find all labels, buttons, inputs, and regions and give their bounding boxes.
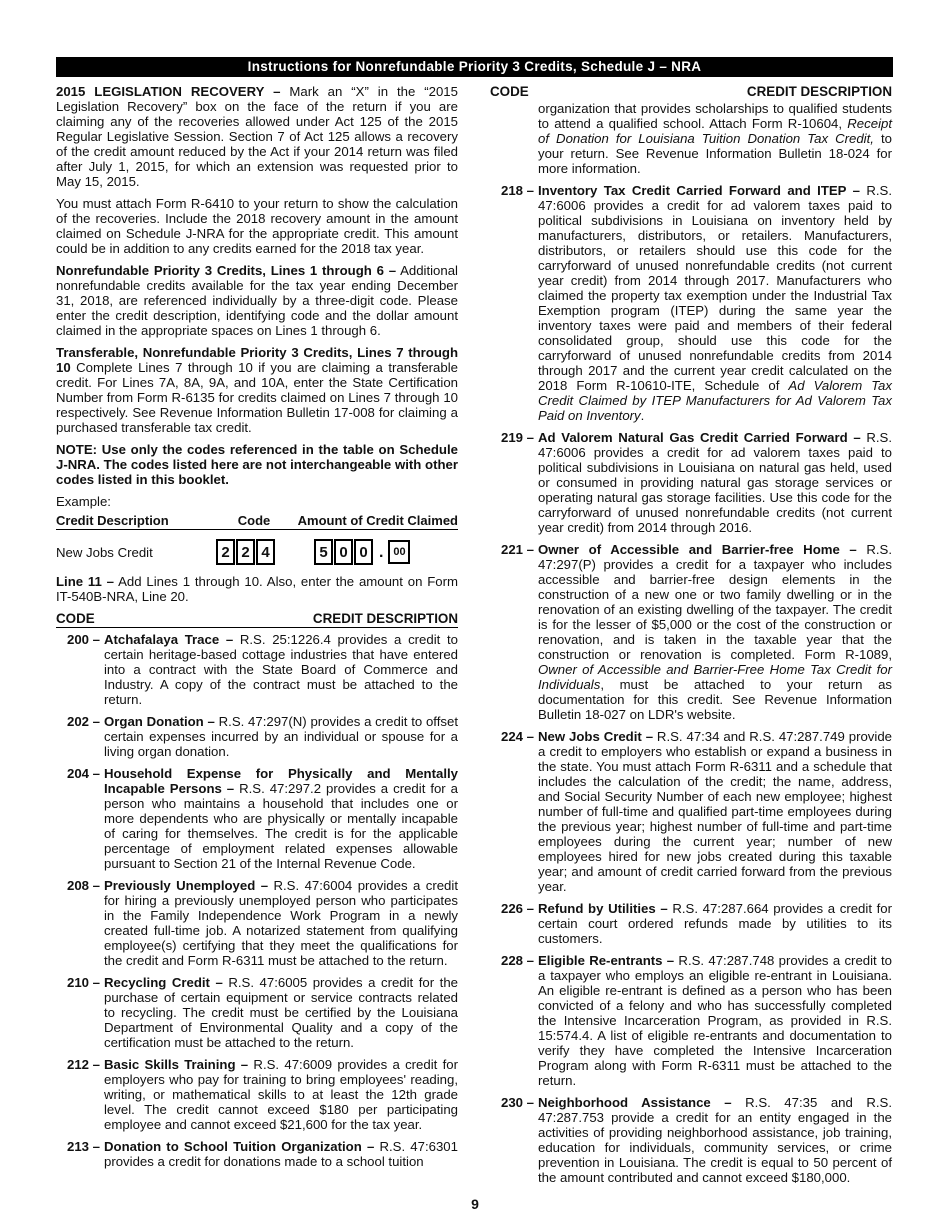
form-title-italic: Receipt of Donation for Louisiana Tuition Donation Tax Credit, [538, 116, 892, 146]
credit-entry-210 [56, 975, 458, 1050]
page-header-bar: Instructions for Nonrefundable Priority 3 Credits, Schedule J – NRA [56, 57, 893, 77]
credit-body: R.S. 47:297.2 provides a credit for a person who maintains a household that includes one or more dependents who are physically or mentally incapable of caring for themselves. The credit is for the applicable percentage of employment related expenses allowable pursuant to Section 21 of the Internal Revenue Code. [104, 781, 458, 871]
code-digit-box: 4 [256, 539, 275, 565]
credit-title: Atchafalaya Trace – [104, 632, 234, 647]
right-code-header [490, 84, 892, 100]
credit-title: Neighborhood Assistance – [538, 1095, 732, 1110]
credit-title: New Jobs Credit – [538, 729, 654, 744]
credit-entry-228 [490, 953, 892, 1088]
credit-entry-200 [56, 632, 458, 707]
lines-title: Nonrefundable Priority 3 Credits, Lines 1 through 6 – [56, 263, 397, 278]
transfer-paragraph [56, 345, 458, 435]
credit-body: R.S. 47:287.748 provides a credit to a taxpayer who employs an eligible re-entrant in Louisiana. An eligible re-entrant is defined as a person who has been convicted of a felony and who has successfully completed the Intensive Incarceration Program, as provided in R.S. 15:574.4. A list of eligible re-entrants and documentation to verify they have completed the Intensive Incarceration Program along with Form R-6311 must be attached to the return. [538, 953, 893, 1088]
credit-entry-208 [56, 878, 458, 968]
credit-body: R.S. 47:6006 provides a credit for ad valorem taxes paid to political subdivisions in Louisiana on natural gas held, used or consumed in providing natural gas storage services or operating natural gas storage facilities. Use this code for the carryforward of unused nonrefundable credits (not current year credit) from 2014 through 2016. [538, 430, 893, 535]
credit-code: 226 – [500, 901, 534, 916]
credit-code: 208 – [66, 878, 100, 893]
lines-paragraph [56, 263, 458, 338]
credit-entry-224 [490, 729, 892, 894]
credit-title: Previously Unemployed – [104, 878, 269, 893]
example-col-amount: Amount of Credit Claimed [297, 513, 458, 528]
example-col-code: Code [237, 513, 271, 528]
credit-title: Household Expense for Physically and Mentally Incapable Persons – [104, 766, 458, 796]
line11-body: Add Lines 1 through 10. Also, enter the amount on Form IT-540B-NRA, Line 20. [56, 574, 458, 604]
credit-title: Donation to School Tuition Organization – [104, 1139, 375, 1154]
credit-code: 230 – [500, 1095, 534, 1110]
credit-code: 212 – [66, 1057, 100, 1072]
credit-code: 202 – [66, 714, 100, 729]
credit-entry-202 [56, 714, 458, 759]
credit-entry-226 [490, 901, 892, 946]
credit-code: 210 – [66, 975, 100, 990]
legislation-body: Mark an “X” in the “2015 Legislation Recovery” box on the face of the return if you are claiming any of the recoveries allowed under Act 125 of the 2015 Regular Legislative Session. Section 7 of Act 125 allows a recovery of the credit amount reduced by the Act if your 2014 return was filed after July 1, 2015, for which an extension was requested prior to May 15, 2015. [56, 84, 458, 189]
credit-title: Ad Valorem Natural Gas Credit Carried Forward – [538, 430, 861, 445]
credit-entry-221: 221 – Owner of Accessible and Barrier-free Home – R.S. 47:297(P) provides a credit for a taxpayer who includes accessible and barrier-free design elements in the construction of a new one or two family dwelling or in the renovation of an existing dwelling of the taxpayer. The credit is for the lesser of $5,000 or the cost of the construction or renovation, and is taken in the taxable year that the construction or renovation is completed. Form R-1089, Owner of Accessible and Barrier-Free Home Tax Credit for Individuals, must be attached to your return as documentation for this credit. See Revenue Information Bulletin 18-027 on LDR's website. [490, 542, 892, 722]
note-paragraph: NOTE: Use only the codes referenced in the table on Schedule J-NRA. The codes listed here are not interchangeable with other codes listed in this booklet. [56, 442, 458, 487]
credit-code: 200 – [66, 632, 100, 647]
amount-digit-box: 5 [314, 539, 333, 565]
page-number: 9 [471, 1196, 479, 1212]
line11-paragraph [56, 574, 458, 604]
right-column [490, 84, 892, 1192]
left-code-header [56, 611, 458, 628]
form-title-italic: Owner of Accessible and Barrier-Free Home Tax Credit for Individuals [538, 662, 892, 692]
code-header-label: CODE [490, 84, 529, 99]
credit-title: Eligible Re-entrants – [538, 953, 675, 968]
credit-body: R.S. 47:297(N) provides a credit to offset certain expenses incurred by an individual or spouse for a living organ donation. [104, 714, 458, 759]
credit-title: Recycling Credit – [104, 975, 223, 990]
credit-entry-218: 218 – Inventory Tax Credit Carried Forward and ITEP – R.S. 47:6006 provides a credit for ad valorem taxes paid to political subdivisions in Louisiana on inventory held by manufacturers, distributors, or retailers. Manufacturers, distributors, or retailers should use this code for the carryforward of unused nonrefundable credits (not current year credit) from 2014 through 2017. Manufacturers who claimed the property tax exemption under the Industrial Tax Exemption program (ITEP) during the same year the inventory taxes were paid and members of their federal consolidated group, should use this code for the carryforward of unused nonrefundable credits from 2014 through 2017 and the current year credit calculated on the 2018 Form R-10610-ITE, Schedule of Ad Valorem Tax Credit Claimed by ITEP Manufacturers for Ad Valorem Tax Paid on Inventory. [490, 183, 892, 423]
credit-213-continuation: organization that provides scholarships to qualified students to attend a qualified school. Attach Form R-10604, Receipt of Donation for Louisiana Tuition Donation Tax Credit, to your return. See Revenue Information Bulletin 18-024 for more information. [538, 101, 892, 176]
amount-decimal-point: . [379, 543, 384, 561]
credit-title: Inventory Tax Credit Carried Forward and ITEP – [538, 183, 860, 198]
lines-body: Additional nonrefundable credits available for the tax year ending December 31, 2018, are referenced individually by a three-digit code. Please enter the credit description, identifying code and the dollar amount claimed in the appropriate spaces on Lines 1 through 6. [56, 263, 458, 338]
credit-code: 218 – [500, 183, 534, 198]
example-header-row [56, 513, 458, 530]
form-title-italic: Ad Valorem Tax Credit Claimed by ITEP Manufacturers for Ad Valorem Tax Paid on Inventory [538, 378, 892, 423]
amount-cents-box: 00 [388, 540, 410, 564]
code-header-label: CODE [56, 611, 95, 626]
example-code-boxes [216, 539, 276, 565]
left-column [56, 84, 458, 1176]
credit-body: R.S. 47:34 and R.S. 47:287.749 provide a credit to employers who establish or expand a business in the state. You must attach Form R-6311 and a schedule that includes the calculation of the credit; the name, address, and Social Security Number of each new employee; highest number of full-time and qualified part-time employees during the previous year; highest number of full-time and part-time employees during the current year; number of new employees hired for new jobs created during this taxable year; and amount of credit carried forward from the previous year. [538, 729, 892, 894]
credit-body: R.S. 47:6301 provides a credit for donations made to a school tuition [104, 1139, 458, 1169]
example-row [56, 530, 458, 574]
example-col-description: Credit Description [56, 513, 169, 528]
credit-body: R.S. 47:287.664 provides a credit for certain court ordered refunds made by utilities to its customers. [538, 901, 893, 946]
credit-code: 204 – [66, 766, 100, 781]
credit-code: 224 – [500, 729, 534, 744]
credit-body: R.S. 47:6004 provides a credit for hiring a previously unemployed person who participates in the Family Independence Work Program in a newly created full-time job. A notarized statement from qualifying employee(s) certifying that they meet the qualifications for the credit and Form R-6311 must be attached to the return. [104, 878, 458, 968]
description-header-label: CREDIT DESCRIPTION [312, 611, 458, 626]
attach-paragraph: You must attach Form R-6410 to your return to show the calculation of the recoveries. Include the 2018 recovery amount in the amount claimed on Schedule J-NRA for the appropriate credit. This amount could be in addition to any credits earned for the 2018 tax year. [56, 196, 458, 256]
credit-entry-204 [56, 766, 458, 871]
credit-title: Organ Donation – [104, 714, 215, 729]
example-table [56, 513, 458, 574]
credit-entry-230 [490, 1095, 892, 1185]
code-digit-box: 2 [216, 539, 235, 565]
transfer-title: Transferable, Nonrefundable Priority 3 Credits, Lines 7 through 10 [56, 345, 458, 375]
line11-title: Line 11 – [56, 574, 115, 589]
amount-digit-box: 0 [334, 539, 353, 565]
legislation-paragraph [56, 84, 458, 189]
transfer-body: Complete Lines 7 through 10 if you are claiming a transferable credit. For Lines 7A, 8A, 9A, and 10A, enter the State Certification Number from Form R-6135 for credits claimed on Lines 7 through 10 respectively. See Revenue Information Bulletin 17-008 for claiming a purchased transferable tax credit. [56, 360, 458, 435]
amount-digit-box: 0 [354, 539, 373, 565]
credit-title: Basic Skills Training – [104, 1057, 249, 1072]
example-label: Example: [56, 494, 111, 509]
credit-entry-213 [56, 1139, 458, 1169]
credit-body: R.S. 47:35 and R.S. 47:287.753 provide a credit for an entity engaged in the activities of providing neighborhood assistance, job training, education for individuals, community services, or crime prevention in Louisiana. The credit is equal to 50 percent of the amount contributed and cannot exceed $180,000. [538, 1095, 892, 1185]
example-amount-boxes [314, 539, 411, 565]
credit-body: R.S. 47:297(P) provides a credit for a taxpayer who includes accessible and barrier-free design elements in the construction of a new one or two family dwelling or in the renovation of an existing dwelling of the taxpayer. The credit is for the lesser of $5,000 or the cost of the construction or renovation, and is taken in the taxable year that the construction or renovation is completed. Form R-1089, [538, 542, 892, 662]
credit-code: 221 – [500, 542, 534, 557]
legislation-title: 2015 LEGISLATION RECOVERY – [56, 84, 281, 99]
example-description: New Jobs Credit [56, 544, 153, 560]
credit-code: 228 – [500, 953, 534, 968]
credit-body: R.S. 47:6006 provides a credit for ad valorem taxes paid to political subdivisions in Louisiana on inventory held by manufacturers, distributors, or retailers. Manufacturers, distributors, or retailers should use this code for the carryforward of unused nonrefundable credits (not current year credit) from 2014 through 2017. Manufacturers who claimed the property tax exemption under the Industrial Tax Exemption program (ITEP) during the same year the inventory taxes were paid and members of their federal consolidated group, should use this code for the carryforward of unused nonrefundable credits from 2014 through 2017 and the current year credit calculated on the 2018 Form R-10610-ITE, Schedule of [538, 183, 893, 393]
credit-entry-219 [490, 430, 892, 535]
credit-body: R.S. 47:6009 provides a credit for employers who pay for training to bring employees' reading, writing, or mathematical skills to at least the 12th grade level. The credit cannot exceed $180 per participating employee and cannot exceed $21,600 for the tax year. [104, 1057, 458, 1132]
code-digit-box: 2 [236, 539, 255, 565]
credit-entry-212 [56, 1057, 458, 1132]
credit-title: Refund by Utilities – [538, 901, 668, 916]
description-header-label: CREDIT DESCRIPTION [746, 84, 892, 99]
credit-code: 219 – [500, 430, 534, 445]
credit-code: 213 – [66, 1139, 100, 1154]
credit-title: Owner of Accessible and Barrier-free Home – [538, 542, 857, 557]
credit-body: R.S. 47:6005 provides a credit for the purchase of certain equipment or service contracts related to recycling. The credit must be certified by the Louisiana Department of Environmental Quality and a copy of the certification must be attached to the return. [104, 975, 459, 1050]
credit-body: R.S. 25:1226.4 provides a credit to certain heritage-based cottage industries that have entered into a contract with the State Board of Commerce and Industry. A copy of the contract must be attached to the return. [104, 632, 458, 707]
